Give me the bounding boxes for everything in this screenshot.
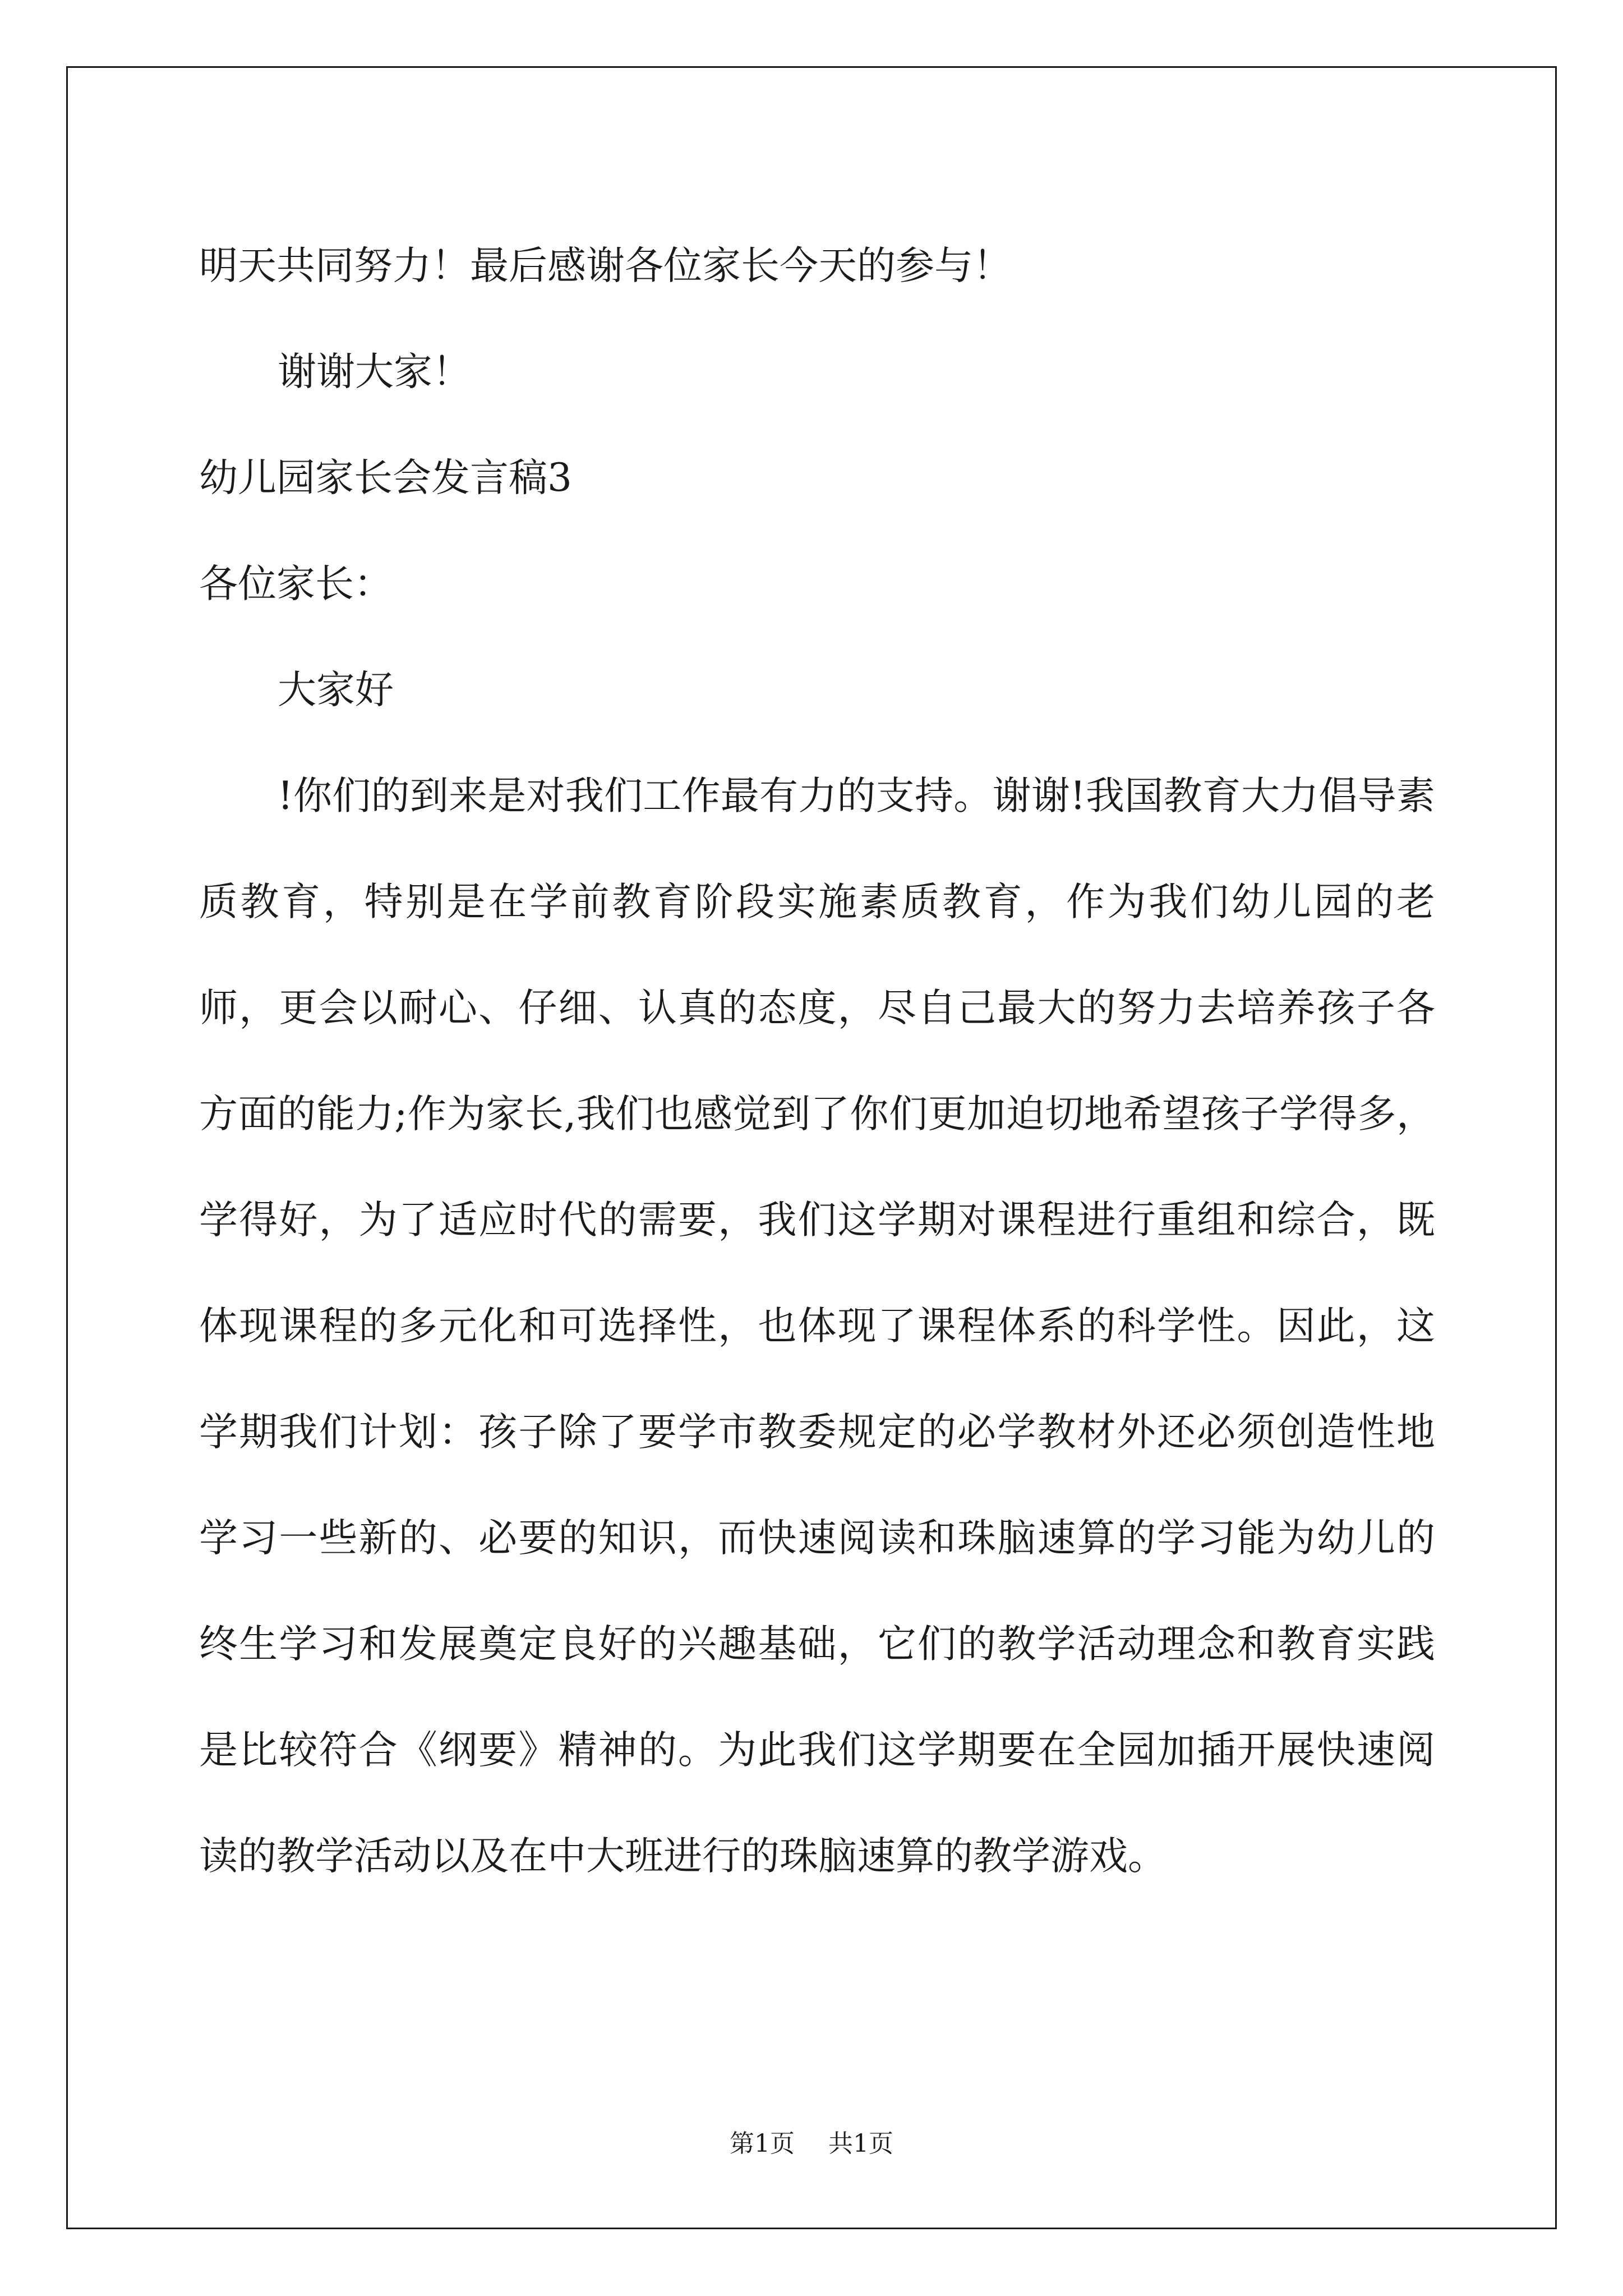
document-body xyxy=(199,213,1435,1910)
section-heading: 幼儿园家长会发言稿3 xyxy=(199,455,572,500)
paragraph-thanks: 谢谢大家！ xyxy=(278,349,471,394)
paragraph-closing-line: 明天共同努力！最后感谢各位家长今天的参与！ xyxy=(199,243,1012,288)
page-footer xyxy=(0,2127,1623,2161)
paragraph-greeting: 大家好 xyxy=(278,668,394,712)
paragraph-body: !你们的到来是对我们工作最有力的支持。谢谢!我国教育大力倡导素质教育，特别是在学前教育阶段实施素质教育，作为我们幼儿园的老师，更会以耐心、仔细、认真的态度，尽自己最大的努力去培养孩子各方面的能力;作为家长,我们也感觉到了你们更加迫切地希望孩子学得多，学得好，为了适应时代的需要，我们这学期对课程进行重组和综合，既体现课程的多元化和可选择性，也体现了课程体系的科学性。因此，这学期我们计划：孩子除了要学市教委规定的必学教材外还必须创造性地学习一些新的、必要的知识，而快速阅读和珠脑速算的学习能为幼儿的终生学习和发展奠定良好的兴趣基础，它们的教学活动理念和教育实践是比较符合《纲要》精神的。为此我们这学期要在全园加插开展快速阅读的教学活动以及在中大班进行的珠脑速算的教学游戏。 xyxy=(199,774,1435,1879)
page-number-current: 第1页 xyxy=(730,2129,795,2158)
paragraph-salutation: 各位家长： xyxy=(199,562,393,606)
page-number-total: 共1页 xyxy=(828,2129,893,2158)
